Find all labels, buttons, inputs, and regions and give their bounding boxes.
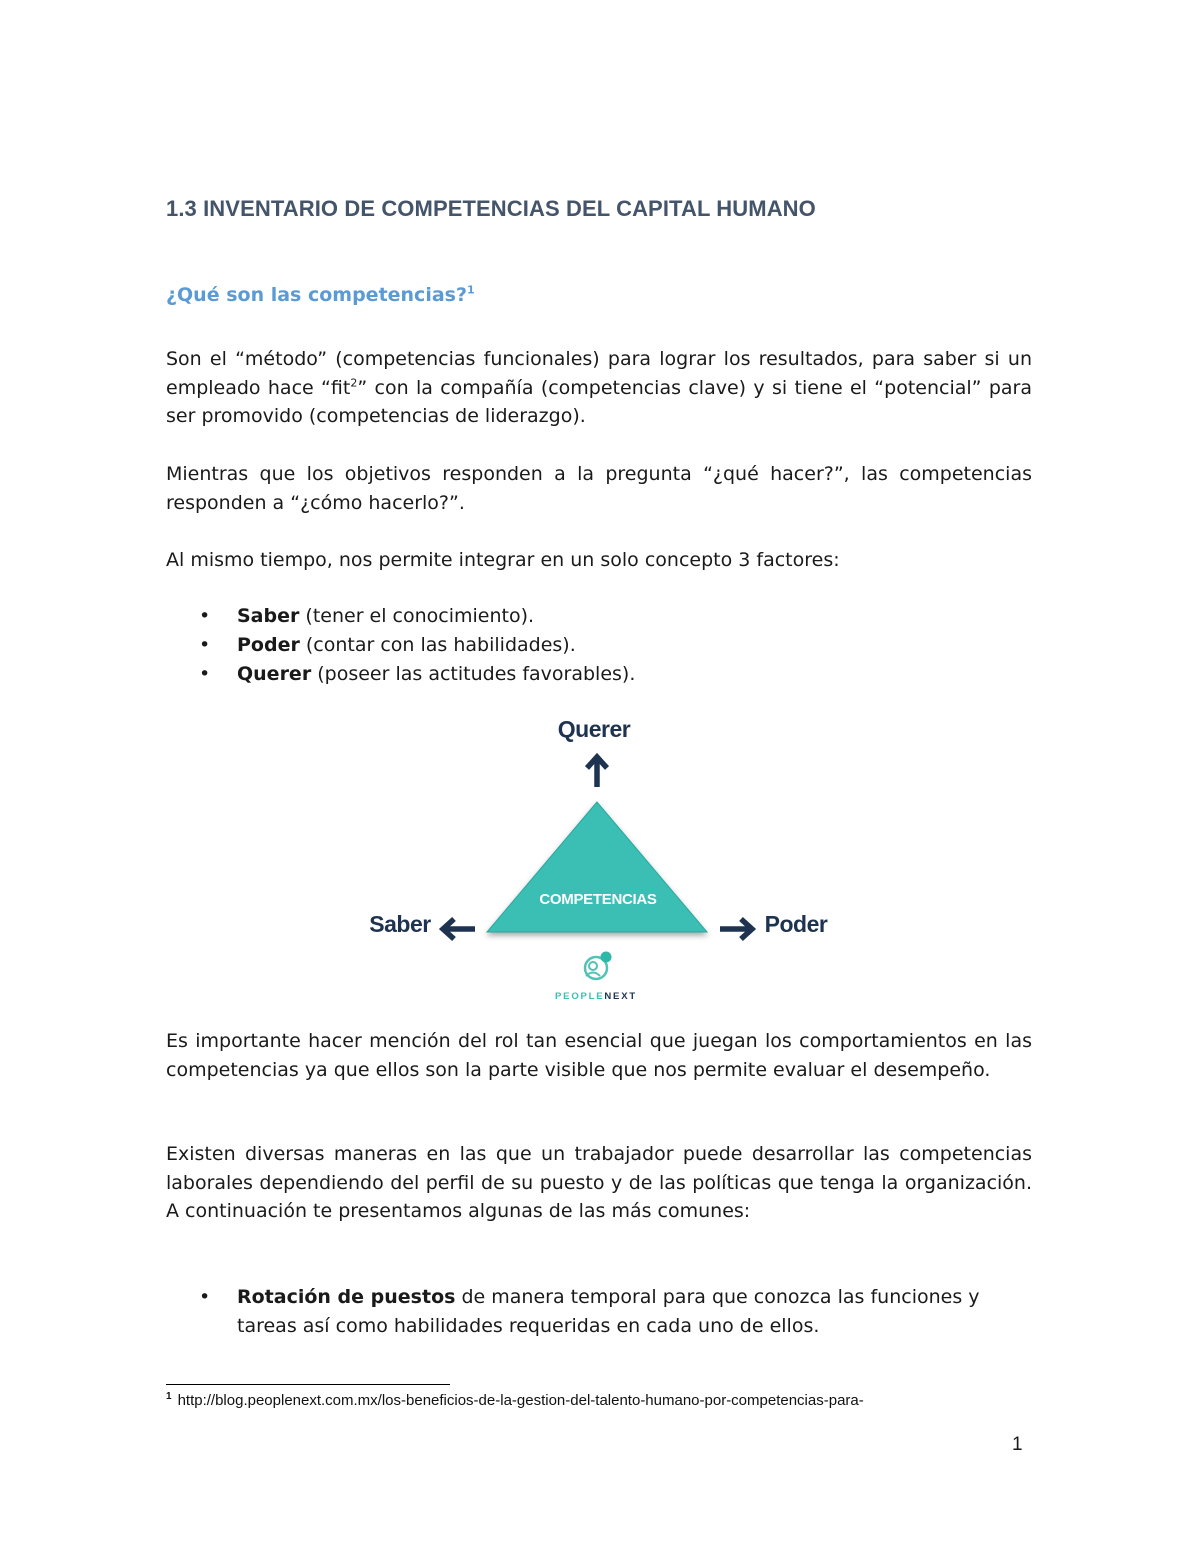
bullet-icon: • bbox=[199, 634, 211, 656]
objectives-paragraph: Mientras que los objetivos responden a la pregunta “¿qué hacer?”, las competencias responden a “¿cómo hacerlo?”. bbox=[166, 463, 1032, 514]
footnote bbox=[166, 1391, 864, 1409]
querer-label: Querer bbox=[557, 716, 631, 742]
competencies-diagram bbox=[360, 712, 840, 1012]
logo-wordmark bbox=[555, 991, 637, 1002]
arrow-left-icon bbox=[443, 919, 475, 939]
method-text: de manera temporal para que conozca las funciones y tareas así como habilidades requeridas en cada uno de ellos. bbox=[237, 1286, 980, 1337]
list-item bbox=[166, 660, 1032, 689]
bullet-icon: • bbox=[199, 663, 211, 685]
competencies-triangle bbox=[487, 802, 707, 932]
peoplenext-logo-icon bbox=[585, 952, 612, 980]
bullet-icon: • bbox=[199, 605, 211, 627]
logo-wordmark-b: NEXT bbox=[604, 991, 637, 1002]
definition-text-1: Son el “método” (competencias funcionales) para lograr los resultados, para saber si un empleado hace “fit bbox=[166, 348, 1032, 399]
factor-term: Poder bbox=[237, 634, 300, 656]
page-number: 1 bbox=[1012, 1434, 1023, 1455]
footnote-link[interactable]: http://blog.peoplenext.com.mx/los-beneficios-de-la-gestion-del-talento-humano-por-competencias-para- bbox=[177, 1392, 864, 1409]
bullet-icon: • bbox=[199, 1286, 211, 1308]
definition-text-2: ” con la compañía (competencias clave) y si tiene el “potencial” para ser promovido (competencias de liderazgo). bbox=[166, 376, 1032, 427]
question-subheading bbox=[166, 284, 475, 306]
factor-term: Saber bbox=[237, 605, 300, 627]
section-heading: 1.3 INVENTARIO DE COMPETENCIAS DEL CAPITAL HUMANO bbox=[166, 196, 816, 221]
list-item bbox=[166, 602, 1032, 631]
arrow-up-icon bbox=[587, 757, 607, 787]
saber-label: Saber bbox=[369, 911, 431, 937]
list-item bbox=[166, 631, 1032, 660]
footnote-ref-2[interactable]: 2 bbox=[350, 376, 358, 390]
footnote-ref-1[interactable]: 1 bbox=[467, 283, 475, 297]
definition-paragraph bbox=[166, 345, 1032, 431]
footnote-separator bbox=[166, 1384, 450, 1385]
development-paragraph: Existen diversas maneras en las que un trabajador puede desarrollar las competencias laborales dependiendo del perfil de su puesto y de las políticas que tenga la organización. A continuación te presentamos algunas de las más comunes: bbox=[166, 1143, 1032, 1222]
methods-list bbox=[166, 1283, 1032, 1341]
footnote-marker: 1 bbox=[166, 1391, 172, 1402]
logo-wordmark-a: PEOPLE bbox=[555, 991, 605, 1002]
poder-label: Poder bbox=[764, 911, 828, 937]
method-term: Rotación de puestos bbox=[237, 1286, 456, 1308]
factor-text: (tener el conocimiento). bbox=[299, 605, 535, 627]
factor-text: (contar con las habilidades). bbox=[299, 634, 576, 656]
factors-list bbox=[166, 602, 1032, 689]
factor-text: (poseer las actitudes favorables). bbox=[311, 663, 636, 685]
factors-intro-paragraph: Al mismo tiempo, nos permite integrar en un solo concepto 3 factores: bbox=[166, 549, 840, 571]
factor-term: Querer bbox=[237, 663, 312, 685]
arrow-right-icon bbox=[720, 919, 752, 939]
behaviors-paragraph: Es importante hacer mención del rol tan esencial que juegan los comportamientos en las competencias ya que ellos son la parte visible que nos permite evaluar el desempeño. bbox=[166, 1030, 1032, 1081]
list-item bbox=[166, 1283, 1032, 1341]
subheading-text: ¿Qué son las competencias? bbox=[166, 284, 467, 306]
triangle-label: COMPETENCIAS bbox=[539, 891, 657, 908]
